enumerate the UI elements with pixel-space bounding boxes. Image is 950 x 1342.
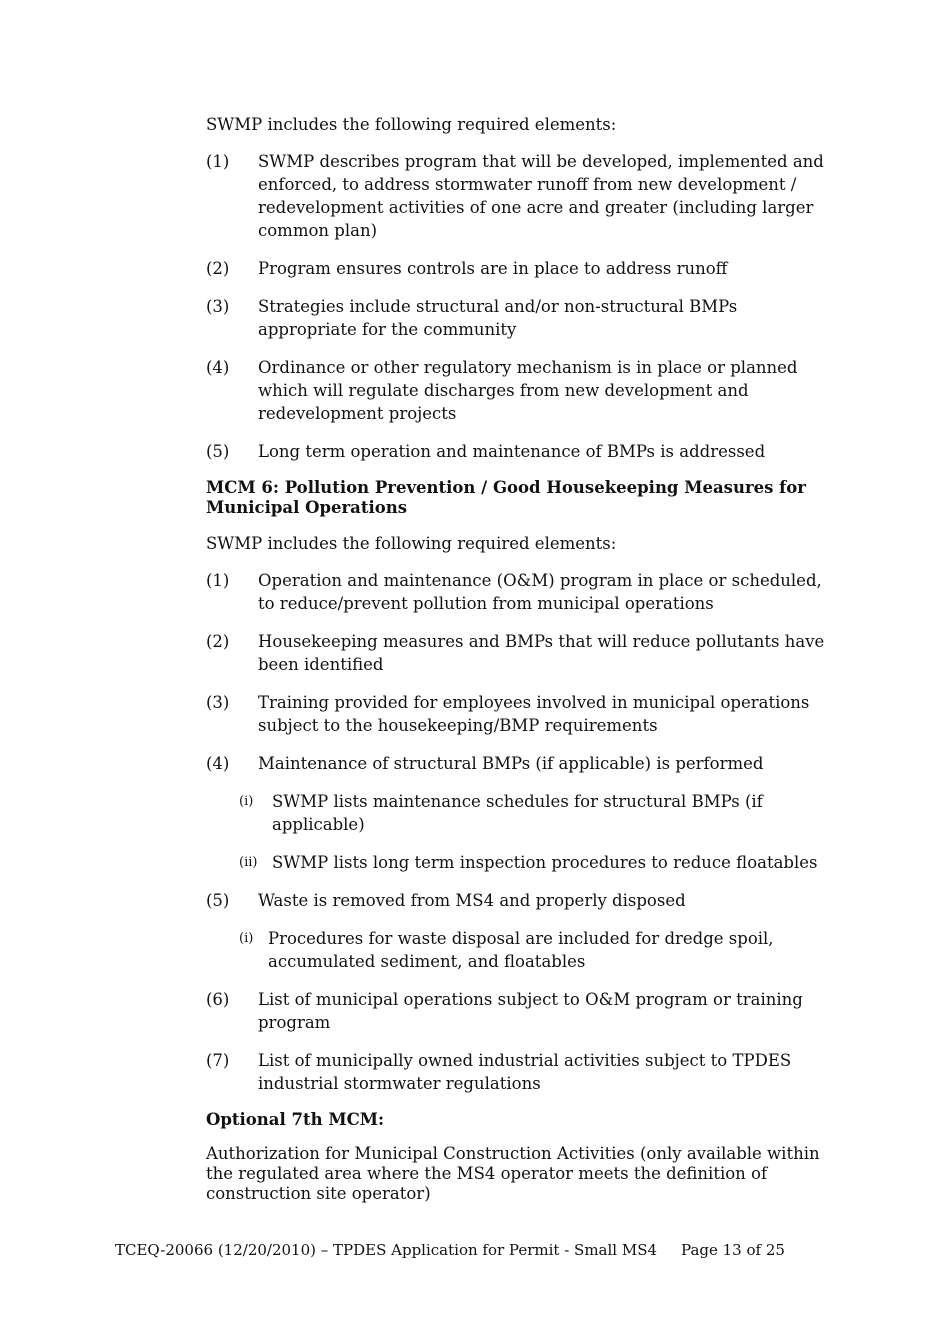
item-text: Maintenance of structural BMPs (if applicable) is performed xyxy=(258,754,764,773)
list-item xyxy=(206,569,836,615)
item-number: (1) xyxy=(206,571,230,590)
item-text: Program ensures controls are in place to address runoff xyxy=(258,259,728,278)
item-text: Operation and maintenance (O&M) program in place or scheduled, to reduce/prevent pollution from municipal operations xyxy=(258,571,822,613)
sub-item-number: (ii) xyxy=(239,855,258,870)
item-number: (3) xyxy=(206,297,230,316)
item-number: (1) xyxy=(206,152,230,171)
sub-item-text: SWMP lists long term inspection procedures to reduce floatables xyxy=(272,853,818,872)
list-item xyxy=(206,1049,836,1095)
item-number: (6) xyxy=(206,990,230,1009)
sub-list-item xyxy=(239,851,836,874)
item-text: Ordinance or other regulatory mechanism is in place or planned which will regulate discharges from new development and redevelopment projects xyxy=(258,358,798,423)
item-number: (4) xyxy=(206,358,230,377)
item-number: (2) xyxy=(206,632,230,651)
item-number: (5) xyxy=(206,442,230,461)
document-body xyxy=(206,113,836,1204)
item-number: (5) xyxy=(206,891,230,910)
footer-form-id: TCEQ-20066 (12/20/2010) – TPDES Application for Permit - Small MS4 xyxy=(115,1241,658,1259)
item-number: (7) xyxy=(206,1051,230,1070)
sub-item-text: Procedures for waste disposal are included for dredge spoil, accumulated sediment, and floatables xyxy=(268,929,774,971)
item-number: (4) xyxy=(206,754,230,773)
page-footer xyxy=(115,1241,785,1259)
list-item xyxy=(206,257,836,280)
list-item xyxy=(206,889,836,912)
mcm6-intro: SWMP includes the following required elements: xyxy=(206,534,617,553)
sub-item-number: (i) xyxy=(239,794,254,809)
sub-item-number: (i) xyxy=(239,931,254,946)
list-item xyxy=(206,295,836,341)
item-number: (3) xyxy=(206,693,230,712)
list-item xyxy=(206,752,836,775)
item-number: (2) xyxy=(206,259,230,278)
item-text: Long term operation and maintenance of BMPs is addressed xyxy=(258,442,766,461)
sub-list-item xyxy=(239,790,836,836)
mcm5-intro: SWMP includes the following required elements: xyxy=(206,115,617,134)
sub-list-item xyxy=(239,927,836,973)
list-item xyxy=(206,150,836,242)
list-item xyxy=(206,440,836,463)
item-text: List of municipally owned industrial activities subject to TPDES industrial stormwater regulations xyxy=(258,1051,792,1093)
sub-item-text: SWMP lists maintenance schedules for structural BMPs (if applicable) xyxy=(272,792,763,834)
item-text: SWMP describes program that will be developed, implemented and enforced, to address stormwater runoff from new development / redevelopment activities of one acre and greater (including larger common plan) xyxy=(258,152,824,240)
list-item xyxy=(206,356,836,425)
item-text: Housekeeping measures and BMPs that will reduce pollutants have been identified xyxy=(258,632,825,674)
item-text: Strategies include structural and/or non-structural BMPs appropriate for the community xyxy=(258,297,738,339)
item-text: List of municipal operations subject to O&M program or training program xyxy=(258,990,803,1032)
mcm6-heading: MCM 6: Pollution Prevention / Good Housekeeping Measures for Municipal Operations xyxy=(206,478,806,517)
optional-heading: Optional 7th MCM: xyxy=(206,1110,385,1129)
page-number: Page 13 of 25 xyxy=(681,1241,785,1259)
list-item xyxy=(206,691,836,737)
list-item xyxy=(206,630,836,676)
item-text: Waste is removed from MS4 and properly disposed xyxy=(258,891,686,910)
item-text: Training provided for employees involved in municipal operations subject to the housekeeping/BMP requirements xyxy=(258,693,810,735)
optional-body: Authorization for Municipal Construction Activities (only available within the regulated area where the MS4 operator meets the definition of construction site operator) xyxy=(206,1144,820,1203)
list-item xyxy=(206,988,836,1034)
